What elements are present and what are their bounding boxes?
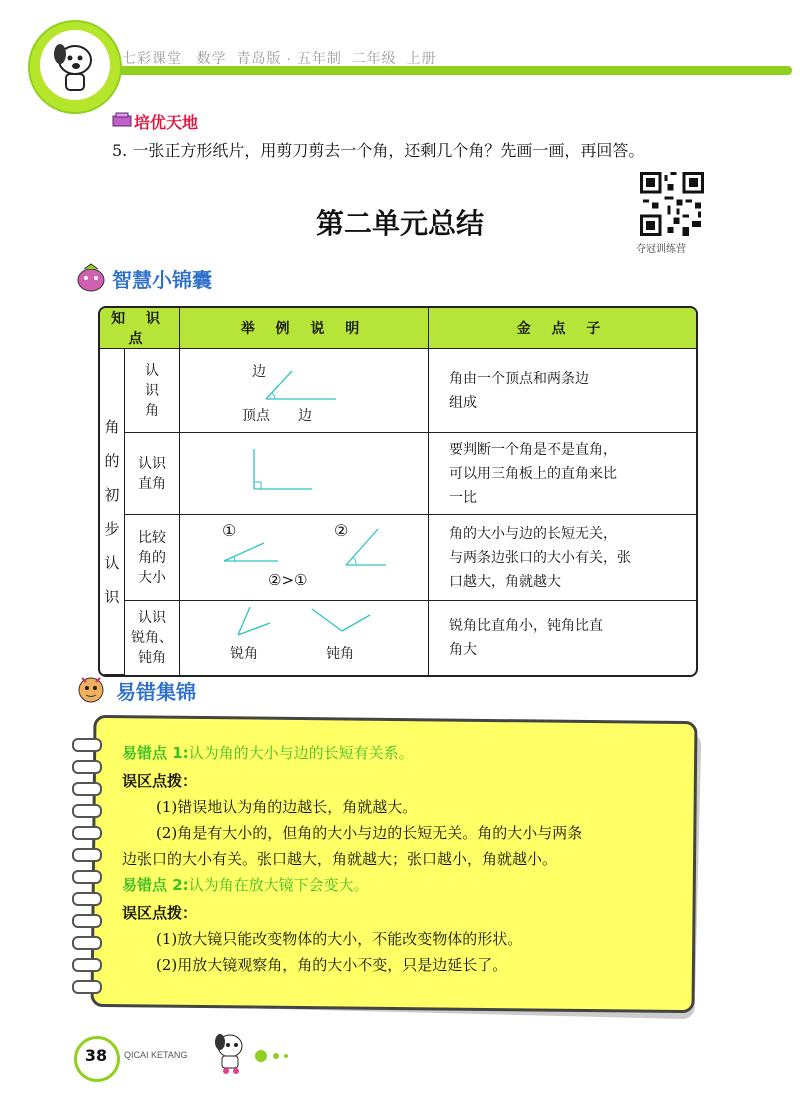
topic-char: 步 bbox=[104, 519, 120, 538]
table-header: 举 例 说 明 bbox=[180, 308, 429, 349]
topic-char: 初 bbox=[104, 485, 120, 504]
section-title-knowledge: 智慧小锦囊 bbox=[112, 268, 212, 292]
subtopic-cell: 比较 角的 大小 bbox=[125, 515, 180, 601]
label-acute: 锐角 bbox=[230, 646, 258, 662]
footer-brand: QICAI KETANG bbox=[124, 1050, 188, 1060]
unit-title: 第二单元总结 bbox=[315, 207, 484, 240]
dots-decoration bbox=[254, 1048, 294, 1067]
mascot-footer-icon bbox=[206, 1030, 256, 1078]
header-text: 七彩课堂 数学 青岛版 · 五年制 二年级 上册 bbox=[122, 50, 437, 66]
topic-char: 角 bbox=[104, 417, 120, 436]
binder-ring bbox=[72, 892, 102, 906]
label-angle-2: ② bbox=[334, 521, 349, 540]
subtopic-cell: 认识 直角 bbox=[125, 433, 180, 515]
label-edge: 边 bbox=[252, 364, 266, 380]
example-cell bbox=[180, 433, 429, 515]
table-row bbox=[100, 349, 696, 433]
binder-ring bbox=[72, 804, 102, 818]
binder-ring bbox=[72, 980, 102, 994]
binder-ring bbox=[72, 826, 102, 840]
qr-caption: 夺冠训练营 bbox=[636, 244, 686, 255]
hint-label: 误区点拨： bbox=[122, 772, 198, 790]
mistake-1-item: (1)错误地认为角的边越长，角就越大。 bbox=[156, 798, 418, 816]
mascot-small-icon bbox=[74, 672, 108, 708]
binder-ring bbox=[72, 870, 102, 884]
mistake-1-title: 易错点 1:认为角的大小与边的长短有关系。 bbox=[122, 744, 414, 762]
topic-char: 识 bbox=[104, 587, 120, 606]
binder-ring bbox=[72, 958, 102, 972]
binder-ring bbox=[72, 782, 102, 796]
table-row bbox=[100, 601, 696, 675]
subtopic-cell: 认 识 角 bbox=[125, 349, 180, 433]
subtopic-cell: 认识 锐角、 钝角 bbox=[125, 601, 180, 675]
question-5: 5. 一张正方形纸片，用剪刀剪去一个角，还剩几个角？先画一画，再回答。 bbox=[112, 141, 645, 160]
label-compare: ②>① bbox=[268, 571, 308, 589]
example-cell bbox=[180, 601, 429, 675]
section-title-peiyou: 培优天地 bbox=[134, 113, 199, 132]
mascot-icon bbox=[40, 30, 110, 100]
mistake-1-item: 边张口的大小有关。张口越大，角就越大；张口越小，角就越小。 bbox=[122, 850, 558, 868]
binder-ring bbox=[72, 848, 102, 862]
topic-cell bbox=[100, 349, 125, 675]
table-row bbox=[100, 515, 696, 601]
example-cell bbox=[180, 515, 429, 601]
tip-cell: 锐角比直角小，钝角比直 角大 bbox=[449, 618, 603, 658]
page-number: 38 bbox=[84, 1046, 108, 1065]
tip-cell: 角的大小与边的长短无关， 与两条边张口的大小有关，张 口越大，角就越大 bbox=[429, 515, 696, 601]
label-angle-1: ① bbox=[222, 521, 237, 540]
tip-cell: 要判断一个角是不是直角， 可以用三角板上的直角来比 一比 bbox=[429, 433, 696, 515]
binder-ring bbox=[72, 738, 102, 752]
mistake-2-title: 易错点 2:认为角在放大镜下会变大。 bbox=[122, 876, 369, 894]
label-edge: 边 bbox=[298, 408, 312, 424]
mistake-2-item: (2)用放大镜观察角，角的大小不变，只是边延长了。 bbox=[156, 956, 508, 974]
binder-ring bbox=[72, 760, 102, 774]
knowledge-table bbox=[98, 306, 698, 677]
tip-cell: 角由一个顶点和两条边 组成 bbox=[429, 349, 696, 433]
acute-obtuse-diagram bbox=[180, 601, 428, 675]
topic-char: 认 bbox=[104, 553, 120, 572]
example-cell bbox=[180, 349, 429, 433]
table-row bbox=[100, 433, 696, 515]
label-vertex: 顶点 bbox=[242, 408, 270, 424]
section-title-mistakes: 易错集锦 bbox=[116, 680, 196, 704]
mistake-2-item: (1)放大镜只能改变物体的大小，不能改变物体的形状。 bbox=[156, 930, 523, 948]
table-header: 金 点 子 bbox=[429, 308, 696, 349]
right-angle-diagram bbox=[180, 433, 428, 515]
binder-ring bbox=[72, 914, 102, 928]
topic-char: 的 bbox=[104, 451, 120, 470]
lucky-bag-icon bbox=[74, 262, 108, 296]
hint-label: 误区点拨： bbox=[122, 904, 198, 922]
label-obtuse: 钝角 bbox=[326, 646, 354, 662]
binder-ring bbox=[72, 936, 102, 950]
table-header: 知 识 点 bbox=[100, 308, 180, 349]
table-header-row bbox=[100, 308, 696, 349]
mistake-1-item: (2)角是有大小的，但角的大小与边的长短无关。角的大小与两条 bbox=[156, 824, 583, 842]
pencil-box-icon bbox=[112, 112, 132, 132]
